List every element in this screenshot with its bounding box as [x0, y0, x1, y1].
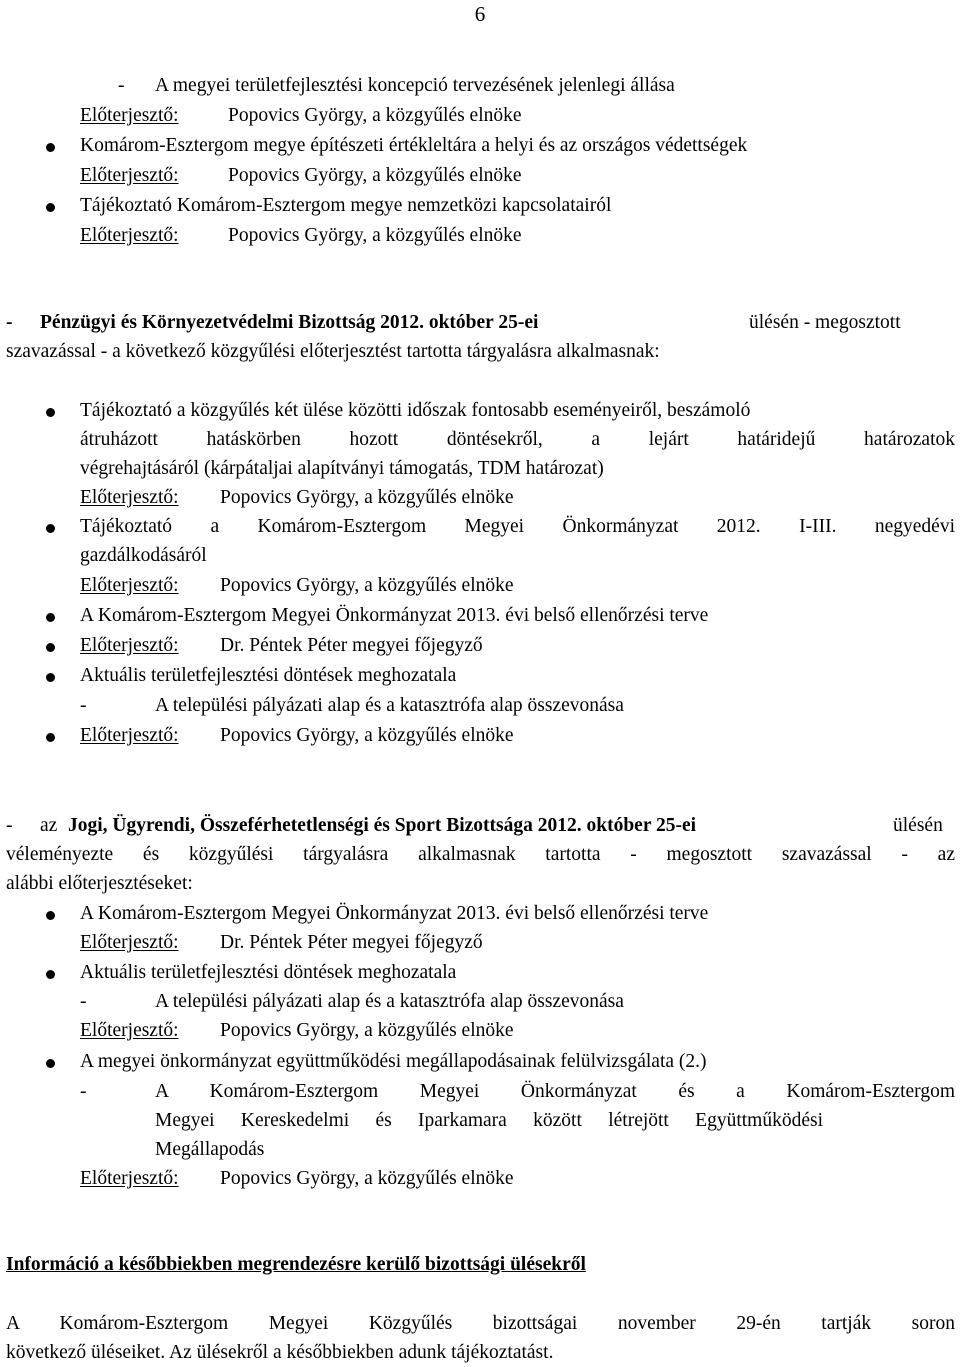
- agenda-item-text: Komárom-Esztergom megye építészeti értékleltára a helyi és az országos védettségek: [80, 135, 748, 156]
- dash-marker: -: [80, 991, 87, 1012]
- presenter-name: Popovics György, a közgyűlés elnöke: [228, 105, 522, 126]
- committee-name: Jogi, Ügyrendi, Összeférhetetlenségi és Sport Bizottsága 2012. október 25-ei: [68, 815, 697, 836]
- bullet-icon: [46, 970, 55, 979]
- agenda-item-text: végrehajtásáról (kárpátaljai alapítványi támogatás, TDM határozat): [80, 458, 604, 479]
- presenter-name: Popovics György, a közgyűlés elnöke: [220, 725, 514, 746]
- agenda-item-text: A megyei területfejlesztési koncepció tervezésének jelenlegi állása: [155, 75, 675, 96]
- section-heading: Információ a későbbiekben megrendezésre kerülő bizottsági ülésekről: [6, 1254, 586, 1275]
- committee-name: Pénzügyi és Környezetvédelmi Bizottság 2012. október 25-ei: [40, 312, 539, 333]
- bullet-icon: [46, 673, 55, 682]
- agenda-item-text: A Komárom-Esztergom Megyei Önkormányzat 2013. évi belső ellenőrzési terve: [80, 605, 709, 626]
- agenda-item-text: gazdálkodásáról: [80, 545, 207, 566]
- intro-text: véleményezte és közgyűlési tárgyalásra alkalmasnak tartotta - megosztott szavazással - az: [6, 844, 955, 865]
- bullet-icon: [46, 408, 55, 417]
- bullet-icon: [46, 643, 55, 652]
- dash-marker: -: [6, 312, 13, 333]
- agenda-item-text: A megyei önkormányzat együttműködési megállapodásainak felülvizsgálata (2.): [80, 1051, 707, 1072]
- presenter-label: Előterjesztő:: [80, 725, 179, 746]
- presenter-label: Előterjesztő:: [80, 932, 179, 953]
- presenter-label: Előterjesztő:: [80, 105, 179, 126]
- intro-text: ülésén: [893, 815, 943, 836]
- presenter-name: Popovics György, a közgyűlés elnöke: [228, 165, 522, 186]
- presenter-name: Dr. Péntek Péter megyei főjegyző: [220, 635, 483, 656]
- dash-marker: -: [6, 815, 13, 836]
- agenda-item-text: Tájékoztató Komárom-Esztergom megye nemzetközi kapcsolatairól: [80, 195, 612, 216]
- agenda-item-text: Aktuális területfejlesztési döntések meghozatala: [80, 962, 457, 983]
- bullet-icon: [46, 733, 55, 742]
- page-number: 6: [474, 2, 486, 26]
- bullet-icon: [46, 1059, 55, 1068]
- bullet-icon: [46, 911, 55, 920]
- presenter-label: Előterjesztő:: [80, 1020, 179, 1041]
- intro-text: alábbi előterjesztéseket:: [6, 873, 193, 894]
- info-text: A Komárom-Esztergom Megyei Közgyűlés bizottságai november 29-én tartják soron: [6, 1313, 955, 1334]
- agenda-item-text: A Komárom-Esztergom Megyei Önkormányzat 2013. évi belső ellenőrzési terve: [80, 903, 709, 924]
- dash-marker: -: [118, 75, 125, 96]
- sub-item-text: A települési pályázati alap és a katasztrófa alap összevonása: [155, 695, 624, 716]
- sub-item-text: Megyei Kereskedelmi és Iparkamara között létrejött Együttműködési: [155, 1110, 823, 1131]
- info-text: következő üléseiket. Az ülésekről a későbbiekben adunk tájékoztatást.: [6, 1342, 554, 1363]
- presenter-name: Dr. Péntek Péter megyei főjegyző: [220, 932, 483, 953]
- sub-item-text: A települési pályázati alap és a katasztrófa alap összevonása: [155, 991, 624, 1012]
- presenter-name: Popovics György, a közgyűlés elnöke: [220, 1168, 514, 1189]
- presenter-label: Előterjesztő:: [80, 225, 179, 246]
- agenda-item-text: átruházott hatáskörben hozott döntésekről, a lejárt határidejű határozatok: [80, 429, 955, 450]
- presenter-name: Popovics György, a közgyűlés elnöke: [220, 1020, 514, 1041]
- presenter-name: Popovics György, a közgyűlés elnöke: [220, 487, 514, 508]
- presenter-label: Előterjesztő:: [80, 635, 179, 656]
- agenda-item-text: Aktuális területfejlesztési döntések meghozatala: [80, 665, 457, 686]
- bullet-icon: [46, 613, 55, 622]
- presenter-label: Előterjesztő:: [80, 487, 179, 508]
- sub-item-text: Megállapodás: [155, 1139, 265, 1160]
- presenter-label: Előterjesztő:: [80, 1168, 179, 1189]
- sub-item-text: A Komárom-Esztergom Megyei Önkormányzat és a Komárom-Esztergom: [155, 1081, 955, 1102]
- intro-text: az: [40, 815, 58, 836]
- presenter-name: Popovics György, a közgyűlés elnöke: [220, 575, 514, 596]
- bullet-icon: [46, 143, 55, 152]
- presenter-name: Popovics György, a közgyűlés elnöke: [228, 225, 522, 246]
- dash-marker: -: [80, 1081, 87, 1102]
- presenter-label: Előterjesztő:: [80, 165, 179, 186]
- intro-text: szavazással - a következő közgyűlési előterjesztést tartotta tárgyalásra alkalmasnak:: [6, 341, 660, 362]
- intro-text: ülésén - megosztott: [749, 312, 901, 333]
- agenda-item-text: Tájékoztató a közgyűlés két ülése közötti időszak fontosabb eseményeiről, beszámoló: [80, 400, 751, 421]
- agenda-item-text: Tájékoztató a Komárom-Esztergom Megyei Önkormányzat 2012. I-III. negyedévi: [80, 516, 955, 537]
- presenter-label: Előterjesztő:: [80, 575, 179, 596]
- bullet-icon: [46, 203, 55, 212]
- bullet-icon: [46, 524, 55, 533]
- dash-marker: -: [80, 695, 87, 716]
